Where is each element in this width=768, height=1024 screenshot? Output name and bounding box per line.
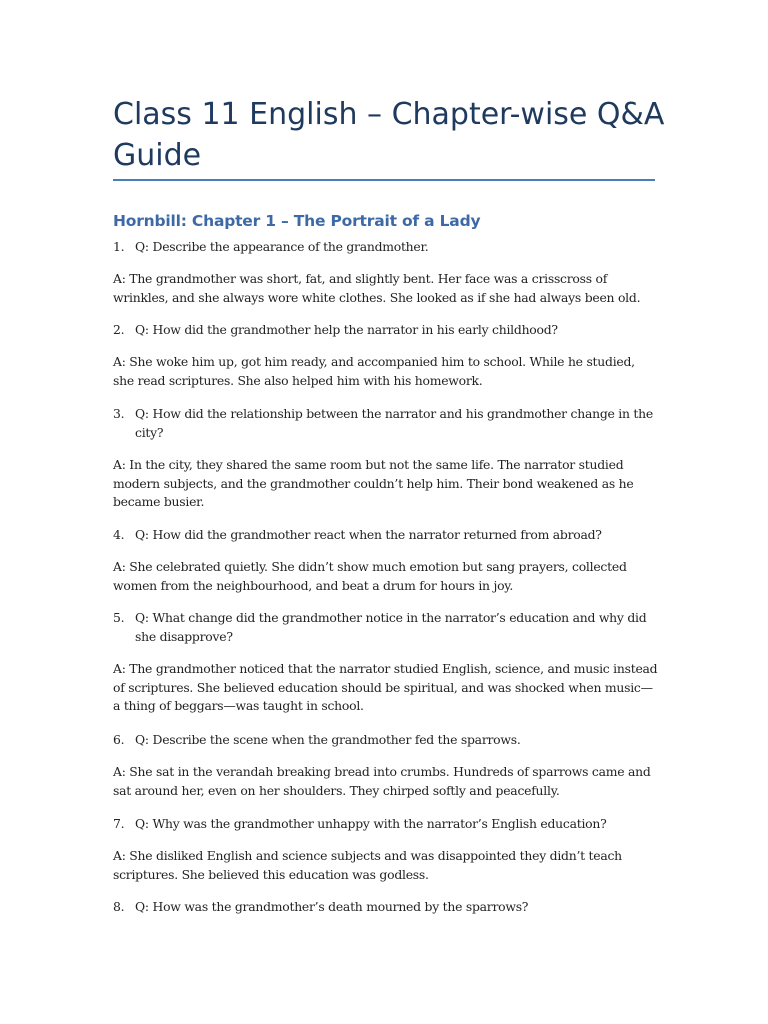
answer-text: A: The grandmother was short, fat, and slightly bent. Her face was a crisscross of wrinkles, and she always wore white clothes. She looked as if she had always been old. bbox=[113, 271, 641, 305]
question-item bbox=[113, 238, 658, 257]
answer-text: A: She disliked English and science subjects and was disappointed they didn’t teach scriptures. She believed this education was godless. bbox=[113, 848, 622, 882]
question-number: 6. bbox=[113, 732, 125, 747]
question-text: Q: Describe the appearance of the grandmother. bbox=[135, 239, 429, 254]
question-item bbox=[113, 609, 658, 646]
answer-text: A: She celebrated quietly. She didn’t show much emotion but sang prayers, collected women from the neighbourhood, and beat a drum for hours in joy. bbox=[113, 559, 627, 593]
section-heading: Hornbill: Chapter 1 – The Portrait of a Lady bbox=[113, 212, 481, 230]
question-text: Q: How was the grandmother’s death mourned by the sparrows? bbox=[135, 899, 529, 914]
question-text: Q: How did the grandmother react when the narrator returned from abroad? bbox=[135, 527, 602, 542]
question-text: Q: Describe the scene when the grandmother fed the sparrows. bbox=[135, 732, 521, 747]
question-number: 2. bbox=[113, 322, 125, 337]
answer-text: A: The grandmother noticed that the narrator studied English, science, and music instead of scriptures. She believed education should be spiritual, and was shocked when music—a thing of beggars—was taught in school. bbox=[113, 661, 658, 714]
question-number: 5. bbox=[113, 610, 125, 625]
question-item bbox=[113, 321, 658, 340]
question-text: Q: How did the relationship between the narrator and his grandmother change in the city? bbox=[135, 406, 653, 440]
page-title: Class 11 English – Chapter-wise Q&A Guide bbox=[113, 97, 665, 173]
question-item bbox=[113, 405, 658, 442]
question-item bbox=[113, 526, 658, 545]
question-item bbox=[113, 815, 658, 834]
answer-text: A: In the city, they shared the same room but not the same life. The narrator studied modern subjects, and the grandmother couldn’t help him. Their bond weakened as he became busier. bbox=[113, 457, 634, 510]
question-number: 8. bbox=[113, 899, 125, 914]
question-item bbox=[113, 731, 658, 750]
question-number: 3. bbox=[113, 406, 125, 421]
answer-text: A: She sat in the verandah breaking bread into crumbs. Hundreds of sparrows came and sat around her, even on her shoulders. They chirped softly and peacefully. bbox=[113, 764, 651, 798]
question-text: Q: What change did the grandmother notice in the narrator’s education and why did she disapprove? bbox=[135, 610, 647, 644]
question-text: Q: Why was the grandmother unhappy with the narrator’s English education? bbox=[135, 816, 607, 831]
answer-text: A: She woke him up, got him ready, and accompanied him to school. While he studied, she read scriptures. She also helped him with his homework. bbox=[113, 354, 635, 388]
question-number: 7. bbox=[113, 816, 125, 831]
question-text: Q: How did the grandmother help the narrator in his early childhood? bbox=[135, 322, 558, 337]
question-item bbox=[113, 898, 658, 917]
question-number: 1. bbox=[113, 239, 125, 254]
question-number: 4. bbox=[113, 527, 125, 542]
